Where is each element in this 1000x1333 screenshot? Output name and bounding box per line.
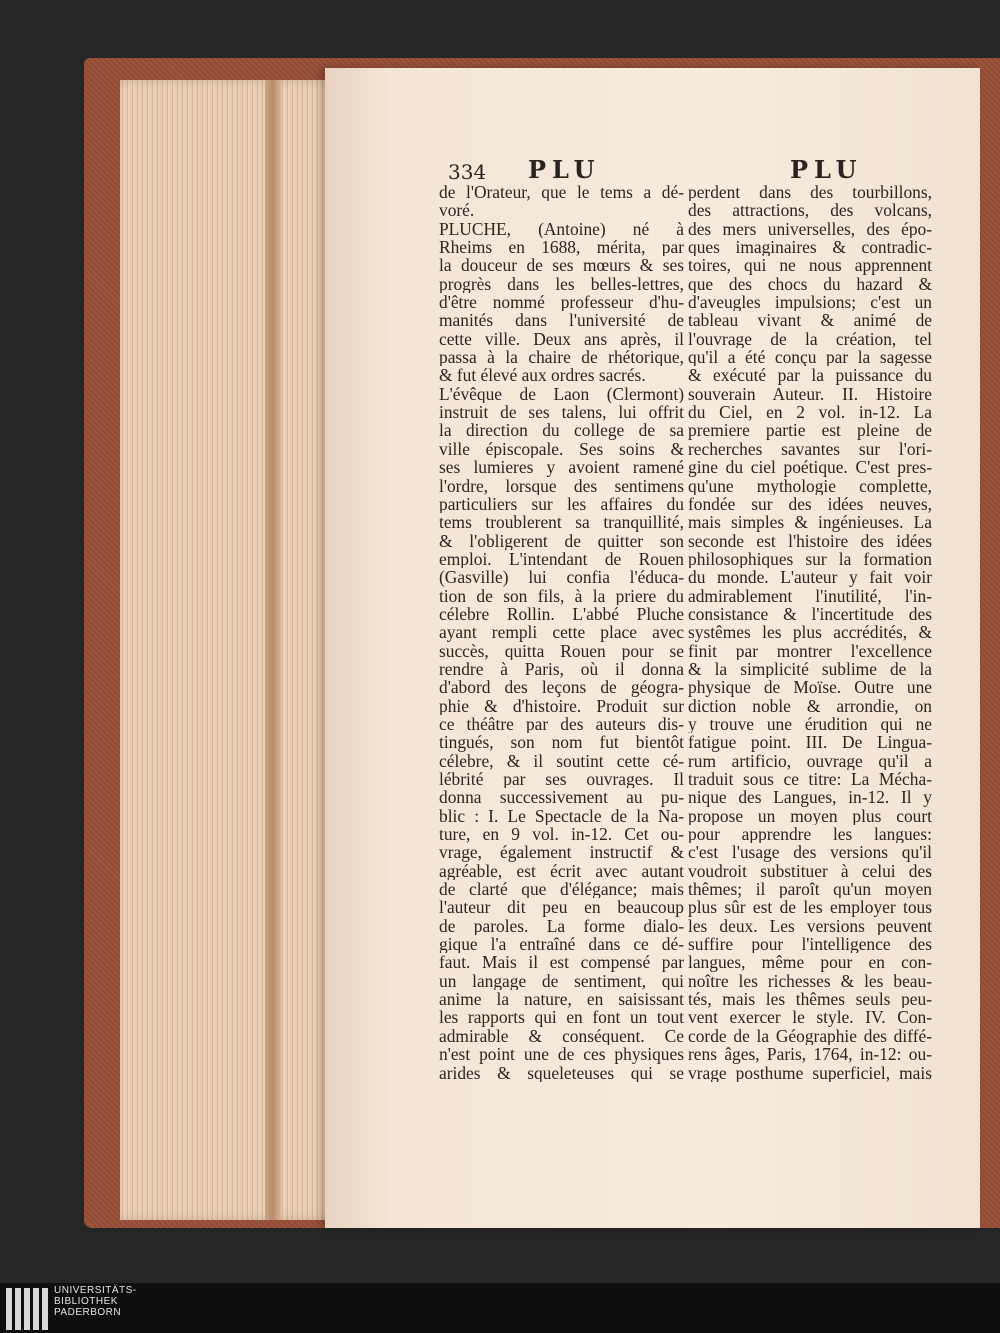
text-line: corde de la Géographie des diffé- <box>688 1026 932 1046</box>
text-line: vent exercer le style. IV. Con- <box>688 1008 932 1027</box>
page-stack-shadow <box>265 80 281 1220</box>
text-line: de clarté que d'élégance; mais <box>439 880 684 899</box>
text-line: des mers universelles, des épo- <box>688 219 932 239</box>
text-line: du monde. L'auteur y fait voir <box>688 568 932 587</box>
text-line: tés, mais les thêmes seuls peu- <box>688 990 932 1009</box>
text-line: fatigue point. III. De Lingua- <box>688 733 932 752</box>
library-name-line2: BIBLIOTHEK <box>54 1296 118 1307</box>
footer-bar <box>0 1283 1000 1333</box>
text-line: faut. Mais il est compensé par <box>439 953 684 972</box>
text-line: diction noble & arrondie, on <box>688 696 932 715</box>
text-line: premiere partie est pleine de <box>688 421 932 440</box>
text-line: lébrité par ses ouvrages. Il <box>439 770 684 789</box>
text-line: ayant rempli cette place avec <box>439 623 684 642</box>
text-line: qu'il a été conçu par la sagesse <box>688 348 932 367</box>
text-line: tems troublerent sa tranquillité, <box>439 513 684 532</box>
page-stack-edge <box>120 80 350 1220</box>
text-line: ville épiscopale. Ses soins & <box>439 439 684 459</box>
text-line: & fut élevé aux ordres sacrés. <box>439 366 646 385</box>
text-line: vrage posthume superficiel, mais <box>688 1063 932 1082</box>
text-line: passa à la chaire de rhétorique, <box>439 348 684 367</box>
text-line: du Ciel, en 2 vol. in-12. La <box>688 403 932 422</box>
text-line: un langage de sentiment, qui <box>439 971 684 991</box>
text-line: L'évêque de Laon (Clermont) <box>439 384 684 404</box>
text-line: tableau vivant & animé de <box>688 311 932 330</box>
text-line: finit par montrer l'excellence <box>688 641 932 660</box>
text-line: que des chocs du hazard & <box>688 274 932 294</box>
text-line: progrès dans les belles-lettres, <box>439 274 684 294</box>
text-line: qu'une mythologie complette, <box>688 476 932 495</box>
text-line: gique l'a entraîné dans ce dé- <box>439 935 684 954</box>
text-line: célebre, & il soutint cette cé- <box>439 751 684 770</box>
text-line: y trouve une érudition qui ne <box>688 714 932 734</box>
text-line: tingués, son nom fut bientôt <box>439 733 684 752</box>
text-line: fondée sur des idées neuves, <box>688 494 932 514</box>
text-line: toires, qui ne nous apprennent <box>688 256 932 275</box>
text-line: seconde est l'histoire des idées <box>688 531 932 550</box>
text-line: manités dans l'université de <box>439 311 684 330</box>
text-line: célebre Rollin. L'abbé Pluche <box>439 604 684 624</box>
text-line: ce théâtre par des auteurs dis- <box>439 714 684 734</box>
text-line: thêmes; il paroît qu'un moyen <box>688 880 932 899</box>
text-line: instruit de ses talens, lui offrit <box>439 403 684 422</box>
text-line: propose un moyen plus court <box>688 806 932 826</box>
library-logo-icon <box>6 1288 50 1330</box>
text-line: de paroles. La forme dialo- <box>439 916 684 936</box>
text-line: gine du ciel poétique. C'est pres- <box>688 458 932 477</box>
text-line: voré. <box>439 201 475 220</box>
text-line: souverain Auteur. II. Histoire <box>688 384 932 404</box>
text-line: n'est point une de ces physiques <box>439 1045 684 1064</box>
text-line: & exécuté par la puissance du <box>688 366 932 385</box>
text-line: ses lumieres y avoient ramené <box>439 458 684 477</box>
text-line: pour apprendre les langues: <box>688 825 932 844</box>
text-line: (Gasville) lui confia l'éduca- <box>439 568 684 587</box>
text-line: des attractions, des volcans, <box>688 201 932 220</box>
text-line: suffire pour l'intelligence des <box>688 935 932 954</box>
text-line: blic : I. Le Spectacle de la Na- <box>439 806 684 826</box>
library-name <box>54 1285 137 1318</box>
text-line: rendre à Paris, où il donna <box>439 659 684 679</box>
text-line: les rapports qui en font un tout <box>439 1008 684 1027</box>
text-column-right <box>688 183 932 1082</box>
text-line: d'aveugles impulsions; c'est un <box>688 293 932 312</box>
text-line: emploi. L'intendant de Rouen <box>439 549 684 569</box>
text-line: philosophiques sur la formation <box>688 549 932 569</box>
text-line: noître les richesses & les beau- <box>688 971 932 991</box>
text-line: anime la nature, en saisissant <box>439 990 684 1009</box>
text-line: recherches savantes sur l'ori- <box>688 439 932 459</box>
text-line: perdent dans des tourbillons, <box>688 183 932 202</box>
text-line: agréable, est écrit avec autant <box>439 861 684 881</box>
text-line: admirablement l'inutilité, l'in- <box>688 586 932 605</box>
text-line: l'auteur dit peu en beaucoup <box>439 898 684 917</box>
text-line: l'ouvrage de la création, tel <box>688 329 932 349</box>
text-line: c'est l'usage des versions qu'il <box>688 843 932 862</box>
text-line: traduit sous ce titre: La Mécha- <box>688 770 932 789</box>
text-line: physique de Moïse. Outre une <box>688 678 932 697</box>
text-line: admirable & conséquent. Ce <box>439 1026 684 1046</box>
page-number: 334 <box>448 160 487 184</box>
text-line: donna successivement au pu- <box>439 788 684 807</box>
text-line: les deux. Les versions peuvent <box>688 916 932 936</box>
text-line: & la simplicité sublime de la <box>688 659 932 679</box>
text-line: phie & d'histoire. Produit sur <box>439 696 684 715</box>
text-line: voudroit substituer à celui des <box>688 861 932 881</box>
text-line: particuliers sur les affaires du <box>439 494 684 514</box>
text-line: mais simples & ingénieuses. La <box>688 513 932 532</box>
library-name-line1: UNIVERSITÄTS- <box>54 1285 137 1296</box>
text-line: PLUCHE, (Antoine) né à <box>439 219 684 239</box>
text-line: d'être nommé professeur d'hu- <box>439 293 684 312</box>
library-name-line3: PADERBORN <box>54 1307 122 1318</box>
text-line: systêmes les plus accrédités, & <box>688 623 932 642</box>
text-line: langues, même pour en con- <box>688 953 932 972</box>
text-line: Rheims en 1688, mérita, par <box>439 238 684 257</box>
text-line: de l'Orateur, que le tems a dé- <box>439 183 684 202</box>
running-head-left: PLU <box>528 155 601 184</box>
text-line: arides & squeleteuses qui se <box>439 1063 684 1082</box>
text-line: rum artificio, ouvrage qu'il a <box>688 751 932 770</box>
text-line: nique des Langues, in-12. Il y <box>688 788 932 807</box>
text-line: ture, en 9 vol. in-12. Cet ou- <box>439 825 684 844</box>
text-line: tion de son fils, à la priere du <box>439 586 684 605</box>
text-line: ques imaginaires & contradic- <box>688 238 932 257</box>
text-column-left <box>439 183 684 1082</box>
text-line: consistance & l'incertitude des <box>688 604 932 624</box>
text-line: rens âges, Paris, 1764, in-12: ou- <box>688 1045 932 1064</box>
text-line: l'ordre, lorsque des sentimens <box>439 476 684 495</box>
running-head-right: PLU <box>790 155 863 184</box>
text-line: d'abord des leçons de géogra- <box>439 678 684 697</box>
text-line: cette ville. Deux ans après, il <box>439 329 684 349</box>
text-line: vrage, également instructif & <box>439 843 684 862</box>
text-line: la douceur de ses mœurs & ses <box>439 256 684 275</box>
text-line: plus sûr est de les employer tous <box>688 898 932 917</box>
text-line: succès, quitta Rouen pour se <box>439 641 684 660</box>
text-line: & l'obligerent de quitter son <box>439 531 684 550</box>
text-line: la direction du college de sa <box>439 421 684 440</box>
